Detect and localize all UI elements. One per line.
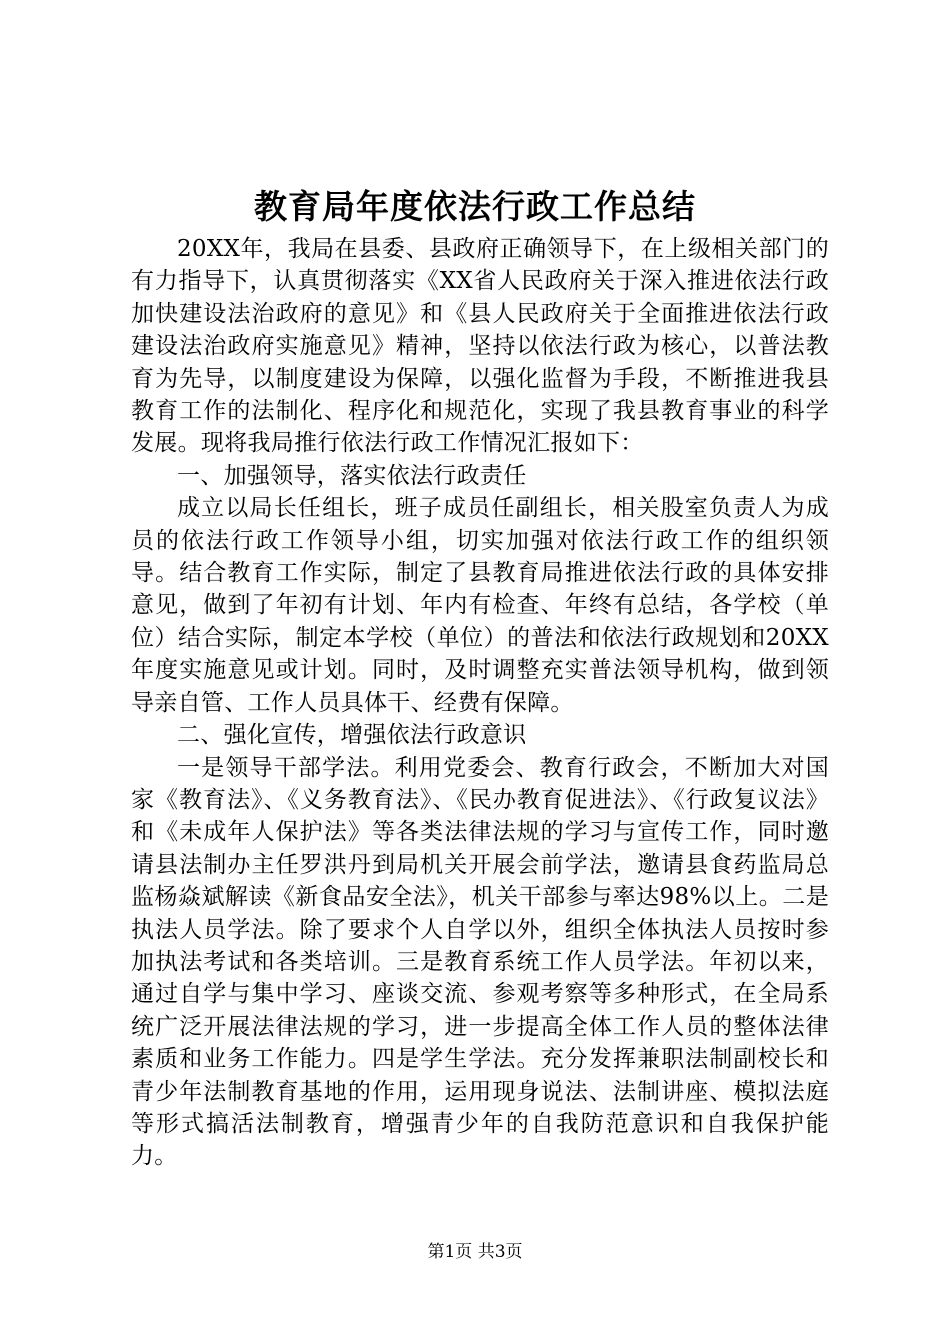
section-2-paragraph: 一是领导干部学法。利用党委会、教育行政会，不断加大对国家《教育法》、《义务教育法》、《民办教育促进法》、《行政复议法》和《未成年人保护法》等各类法律法规的学习与宣传工作，同时邀请县法制办主任罗洪丹到局机关开展会前学法，邀请县食药监局总监杨焱斌解读《新食品安全法》，机关干部参与率达98%以上。二是执法人员学法。除了要求个人自学以外，组织全体执法人员按时参加执法考试和各类培训。三是教育系统工作人员学法。年初以来，通过自学与集中学习、座谈交流、参观考察等多种形式，在全局系统广泛开展法律法规的学习，进一步提高全体工作人员的整体法律素质和业务工作能力。四是学生学法。充分发挥兼职法制副校长和青少年法制教育基地的作用，运用现身说法、法制讲座、模拟法庭等形式搞活法制教育，增强青少年的自我防范意识和自我保护能力。 xyxy=(131,754,829,1170)
section-heading-2: 二、强化宣传，增强依法行政意识 xyxy=(177,722,527,749)
document-title: 教育局年度依法行政工作总结 xyxy=(254,187,696,226)
document-body xyxy=(131,233,829,1173)
section-heading-1: 一、加强领导，落实依法行政责任 xyxy=(177,462,527,489)
section-1-paragraph: 成立以局长任组长，班子成员任副组长，相关股室负责人为成员的依法行政工作领导小组，切实加强对依法行政工作的组织领导。结合教育工作实际，制定了县教育局推进依法行政的具体安排意见，做到了年初有计划、年内有检查、年终有总结，各学校（单位）结合实际，制定本学校（单位）的普法和依法行政规划和20XX年度实施意见或计划。同时，及时调整充实普法领导机构，做到领导亲自管、工作人员具体干、经费有保障。 xyxy=(131,495,829,716)
intro-paragraph: 20XX年，我局在县委、县政府正确领导下，在上级相关部门的有力指导下，认真贯彻落实《XX省人民政府关于深入推进依法行政加快建设法治政府的意见》和《县人民政府关于全面推进依法行政建设法治政府实施意见》精神，坚持以依法行政为核心，以普法教育为先导，以制度建设为保障，以强化监督为手段，不断推进我县教育工作的法制化、程序化和规范化，实现了我县教育事业的科学发展。现将我局推行依法行政工作情况汇报如下： xyxy=(131,236,829,457)
page-footer: 第1页 共3页 xyxy=(427,1242,523,1262)
